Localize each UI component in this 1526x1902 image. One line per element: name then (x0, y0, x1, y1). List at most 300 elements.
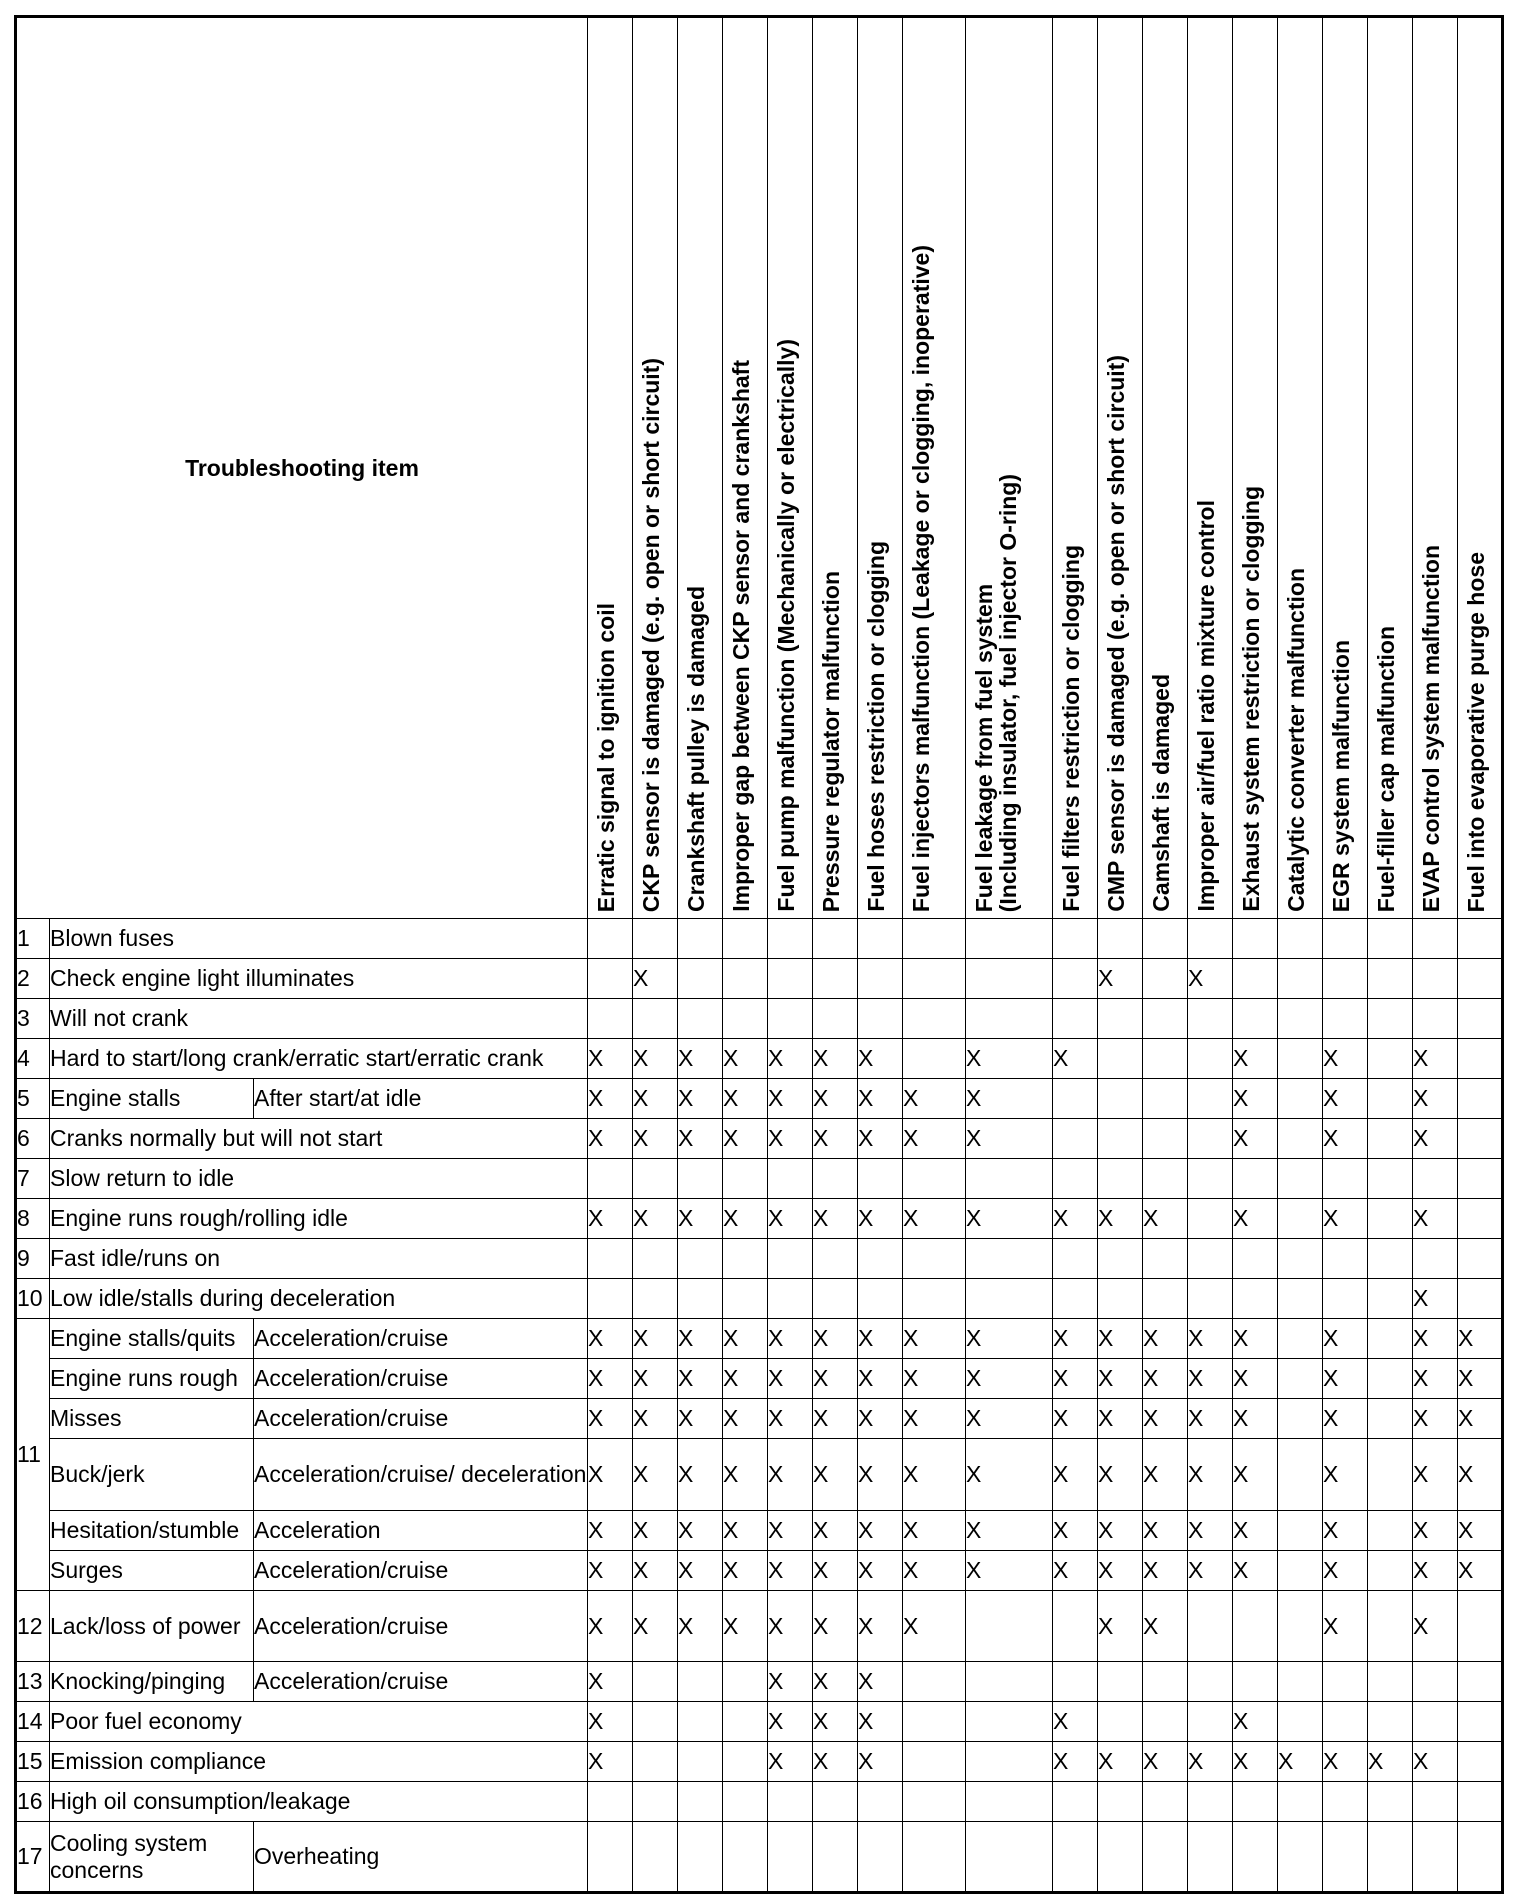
cause-cell (1368, 919, 1413, 959)
cause-cell (1458, 1782, 1503, 1822)
cause-mark: X (768, 1359, 813, 1399)
row-number: 16 (16, 1782, 50, 1822)
cause-mark: X (903, 1359, 966, 1399)
cause-mark: X (1098, 1399, 1143, 1439)
cause-mark: X (768, 1551, 813, 1591)
cause-cell (1143, 1822, 1188, 1893)
cause-mark: X (588, 1319, 633, 1359)
cause-cell (858, 1159, 903, 1199)
table-row (16, 1822, 1503, 1893)
cause-mark: X (678, 1079, 723, 1119)
cause-cell (1188, 1159, 1233, 1199)
cause-cell (1323, 1239, 1368, 1279)
cause-cell (1413, 959, 1458, 999)
cause-mark: X (858, 1359, 903, 1399)
column-header (678, 17, 723, 919)
cause-mark: X (813, 1119, 858, 1159)
condition: Acceleration/cruise (254, 1319, 588, 1359)
cause-cell (1458, 919, 1503, 959)
cause-mark: X (1098, 1359, 1143, 1399)
cause-mark: X (1143, 1319, 1188, 1359)
cause-cell (633, 999, 678, 1039)
cause-cell (1458, 1591, 1503, 1662)
cause-mark: X (1098, 1199, 1143, 1239)
troubleshooting-item: Engine stalls (50, 1079, 254, 1119)
cause-cell (678, 1702, 723, 1742)
cause-mark: X (1233, 1399, 1278, 1439)
cause-cell (768, 1279, 813, 1319)
column-header (1188, 17, 1233, 919)
cause-cell (588, 1159, 633, 1199)
cause-cell (1098, 1782, 1143, 1822)
cause-mark: X (1233, 1742, 1278, 1782)
cause-cell (768, 1159, 813, 1199)
cause-mark: X (768, 1702, 813, 1742)
cause-mark: X (633, 959, 678, 999)
cause-cell (1098, 999, 1143, 1039)
cause-mark: X (813, 1039, 858, 1079)
cause-mark: X (1413, 1439, 1458, 1511)
cause-cell (588, 1822, 633, 1893)
cause-mark: X (903, 1511, 966, 1551)
cause-cell (813, 999, 858, 1039)
cause-mark: X (588, 1199, 633, 1239)
troubleshooting-item: Will not crank (50, 999, 588, 1039)
cause-mark: X (633, 1039, 678, 1079)
row-number: 15 (16, 1742, 50, 1782)
troubleshooting-item: Misses (50, 1399, 254, 1439)
cause-mark: X (858, 1119, 903, 1159)
cause-cell (813, 1822, 858, 1893)
condition: Acceleration/cruise (254, 1551, 588, 1591)
column-header-text (639, 350, 663, 912)
column-header-text (1284, 560, 1308, 912)
cause-cell (723, 1742, 768, 1782)
cause-cell (1053, 959, 1098, 999)
cause-mark: X (678, 1359, 723, 1399)
cause-cell (633, 1782, 678, 1822)
cause-cell (1053, 1159, 1098, 1199)
cause-cell (1458, 1199, 1503, 1239)
cause-cell (1458, 1039, 1503, 1079)
cause-cell (966, 1702, 1053, 1742)
cause-mark: X (1188, 1359, 1233, 1399)
cause-cell (588, 999, 633, 1039)
cause-mark: X (903, 1439, 966, 1511)
table-row (16, 1591, 1503, 1662)
cause-mark: X (1458, 1439, 1503, 1511)
cause-cell (1368, 1319, 1413, 1359)
cause-cell (1323, 959, 1368, 999)
cause-cell (1233, 1279, 1278, 1319)
cause-cell (1458, 1279, 1503, 1319)
column-header-text (729, 352, 753, 912)
column-header-text (1104, 347, 1128, 912)
troubleshooting-item: Slow return to idle (50, 1159, 588, 1199)
column-header-line: Fuel leakage from fuel system (971, 583, 997, 912)
cause-cell (1323, 1702, 1368, 1742)
cause-mark: X (1323, 1399, 1368, 1439)
cause-mark: X (588, 1119, 633, 1159)
cause-mark: X (966, 1199, 1053, 1239)
table-row (16, 919, 1503, 959)
cause-cell (1458, 1702, 1503, 1742)
cause-mark: X (1233, 1702, 1278, 1742)
cause-cell (1053, 999, 1098, 1039)
cause-mark: X (1323, 1551, 1368, 1591)
cause-cell (723, 1702, 768, 1742)
row-number: 11 (16, 1319, 50, 1591)
cause-mark: X (858, 1662, 903, 1702)
cause-mark: X (768, 1511, 813, 1551)
cause-cell (1368, 1551, 1413, 1591)
cause-cell (966, 1239, 1053, 1279)
table-row (16, 1551, 1503, 1591)
cause-cell (678, 959, 723, 999)
cause-cell (633, 1279, 678, 1319)
cause-mark: X (1143, 1359, 1188, 1399)
table-row (16, 1782, 1503, 1822)
cause-cell (1053, 1079, 1098, 1119)
row-number: 14 (16, 1702, 50, 1742)
cause-mark: X (678, 1591, 723, 1662)
cause-cell (966, 999, 1053, 1039)
cause-cell (678, 999, 723, 1039)
cause-cell (903, 1742, 966, 1782)
cause-cell (633, 1742, 678, 1782)
cause-cell (858, 919, 903, 959)
table-row (16, 999, 1503, 1039)
cause-cell (1278, 1239, 1323, 1279)
cause-cell (1098, 1119, 1143, 1159)
cause-cell (1053, 919, 1098, 959)
cause-cell (1368, 1782, 1413, 1822)
cause-cell (678, 1782, 723, 1822)
cause-cell (1278, 1399, 1323, 1439)
cause-mark: X (723, 1119, 768, 1159)
row-number: 3 (16, 999, 50, 1039)
cause-mark: X (1458, 1511, 1503, 1551)
troubleshooting-item: Buck/jerk (50, 1439, 254, 1511)
table-row (16, 1439, 1503, 1511)
column-header-text (774, 331, 798, 912)
column-header (966, 17, 1053, 919)
cause-cell (813, 959, 858, 999)
cause-cell (723, 1239, 768, 1279)
cause-cell (903, 1702, 966, 1742)
cause-mark: X (966, 1039, 1053, 1079)
condition: Acceleration/cruise (254, 1359, 588, 1399)
cause-mark: X (1053, 1319, 1098, 1359)
cause-mark: X (633, 1079, 678, 1119)
column-header-text (1149, 666, 1173, 912)
cause-mark: X (1098, 1742, 1143, 1782)
cause-cell (858, 999, 903, 1039)
column-header-line: Catalytic converter malfunction (1283, 568, 1309, 912)
cause-cell (633, 919, 678, 959)
cause-cell (678, 1239, 723, 1279)
column-header (1368, 17, 1413, 919)
cause-cell (678, 1742, 723, 1782)
cause-cell (1278, 1359, 1323, 1399)
troubleshooting-item: Fast idle/runs on (50, 1239, 588, 1279)
cause-cell (1278, 1119, 1323, 1159)
cause-mark: X (723, 1511, 768, 1551)
cause-cell (1278, 1511, 1323, 1551)
column-header (1233, 17, 1278, 919)
cause-cell (858, 1279, 903, 1319)
troubleshooting-item: Engine stalls/quits (50, 1319, 254, 1359)
cause-cell (1143, 1079, 1188, 1119)
cause-cell (1368, 1359, 1413, 1399)
cause-mark: X (813, 1662, 858, 1702)
cause-mark: X (966, 1119, 1053, 1159)
cause-mark: X (1233, 1079, 1278, 1119)
cause-cell (1368, 1822, 1413, 1893)
cause-cell (1188, 1279, 1233, 1319)
cause-cell (1188, 1782, 1233, 1822)
cause-mark: X (1413, 1359, 1458, 1399)
column-header-line: EGR system malfunction (1328, 639, 1354, 912)
cause-mark: X (903, 1079, 966, 1119)
cause-cell (1458, 1822, 1503, 1893)
cause-mark: X (633, 1399, 678, 1439)
column-header-line: (Including insulator, fuel injector O-ring) (995, 473, 1021, 912)
cause-mark: X (1458, 1319, 1503, 1359)
cause-mark: X (858, 1591, 903, 1662)
cause-cell (966, 919, 1053, 959)
cause-cell (678, 1662, 723, 1702)
cause-mark: X (723, 1359, 768, 1399)
table-row (16, 1159, 1503, 1199)
troubleshooting-item: Engine runs rough (50, 1359, 254, 1399)
cause-mark: X (1053, 1359, 1098, 1399)
cause-cell (1368, 1399, 1413, 1439)
cause-cell (678, 1279, 723, 1319)
column-header-line: Improper gap between CKP sensor and crankshaft (728, 360, 754, 912)
column-header-line: Fuel injectors malfunction (Leakage or clogging, inoperative) (908, 244, 934, 912)
cause-cell (903, 1822, 966, 1893)
cause-mark: X (1233, 1359, 1278, 1399)
cause-cell (1278, 1279, 1323, 1319)
cause-cell (1278, 1551, 1323, 1591)
cause-cell (1053, 1119, 1098, 1159)
cause-mark: X (1413, 1511, 1458, 1551)
cause-cell (1323, 919, 1368, 959)
column-header-line: Fuel-filler cap malfunction (1373, 625, 1399, 912)
cause-cell (1233, 1822, 1278, 1893)
cause-cell (1053, 1782, 1098, 1822)
cause-cell (1098, 1079, 1143, 1119)
column-header (1143, 17, 1188, 919)
cause-mark: X (633, 1199, 678, 1239)
cause-cell (1458, 1742, 1503, 1782)
cause-mark: X (858, 1702, 903, 1742)
cause-cell (1188, 1822, 1233, 1893)
cause-cell (1143, 1039, 1188, 1079)
row-number: 10 (16, 1279, 50, 1319)
troubleshooting-item: Knocking/pinging (50, 1662, 254, 1702)
cause-mark: X (768, 1119, 813, 1159)
cause-mark: X (633, 1119, 678, 1159)
column-header-text (909, 237, 933, 912)
cause-cell (723, 919, 768, 959)
cause-cell (1368, 1239, 1413, 1279)
cause-cell (1458, 959, 1503, 999)
cause-mark: X (858, 1199, 903, 1239)
table-row (16, 1319, 1503, 1359)
cause-cell (1458, 1119, 1503, 1159)
cause-mark: X (1188, 1551, 1233, 1591)
cause-cell (723, 999, 768, 1039)
table-row (16, 1702, 1503, 1742)
cause-mark: X (633, 1359, 678, 1399)
cause-mark: X (858, 1439, 903, 1511)
cause-cell (1188, 1119, 1233, 1159)
cause-cell (813, 1279, 858, 1319)
table-row (16, 1399, 1503, 1439)
cause-mark: X (1188, 959, 1233, 999)
column-header-line: CMP sensor is damaged (e.g. open or short circuit) (1103, 355, 1129, 912)
cause-mark: X (588, 1039, 633, 1079)
cause-cell (633, 1662, 678, 1702)
cause-mark: X (588, 1079, 633, 1119)
cause-mark: X (678, 1039, 723, 1079)
cause-cell (1413, 919, 1458, 959)
cause-cell (588, 1239, 633, 1279)
cause-mark: X (678, 1551, 723, 1591)
cause-mark: X (1053, 1742, 1098, 1782)
cause-cell (1323, 1159, 1368, 1199)
cause-mark: X (1413, 1039, 1458, 1079)
cause-cell (1368, 1279, 1413, 1319)
cause-cell (1368, 1511, 1413, 1551)
cause-mark: X (768, 1439, 813, 1511)
cause-mark: X (1053, 1702, 1098, 1742)
condition: Acceleration/cruise (254, 1399, 588, 1439)
cause-mark: X (813, 1199, 858, 1239)
column-header-line: EVAP control system malfunction (1418, 544, 1444, 912)
cause-mark: X (588, 1662, 633, 1702)
cause-mark: X (1143, 1591, 1188, 1662)
cause-mark: X (633, 1591, 678, 1662)
cause-cell (1143, 1702, 1188, 1742)
cause-mark: X (903, 1551, 966, 1591)
cause-mark: X (1143, 1439, 1188, 1511)
cause-cell (1188, 1702, 1233, 1742)
cause-cell (813, 1239, 858, 1279)
column-header (723, 17, 768, 919)
cause-cell (1278, 1702, 1323, 1742)
cause-mark: X (1233, 1319, 1278, 1359)
cause-cell (1368, 1662, 1413, 1702)
row-number: 5 (16, 1079, 50, 1119)
cause-cell (858, 959, 903, 999)
cause-cell (1053, 1662, 1098, 1702)
cause-mark: X (588, 1702, 633, 1742)
cause-cell (678, 1822, 723, 1893)
column-header-line: Exhaust system restriction or clogging (1238, 486, 1264, 912)
table-row (16, 1039, 1503, 1079)
condition: Acceleration/cruise/ deceleration (254, 1439, 588, 1511)
cause-cell (1098, 1239, 1143, 1279)
cause-cell (966, 1742, 1053, 1782)
row-number: 7 (16, 1159, 50, 1199)
cause-mark: X (1413, 1551, 1458, 1591)
cause-cell (588, 1279, 633, 1319)
cause-cell (1413, 1782, 1458, 1822)
cause-cell (1143, 1119, 1188, 1159)
cause-mark: X (966, 1399, 1053, 1439)
row-number: 9 (16, 1239, 50, 1279)
cause-cell (678, 1159, 723, 1199)
column-header (1458, 17, 1503, 919)
column-header-text (1419, 537, 1443, 912)
cause-cell (1188, 1199, 1233, 1239)
cause-mark: X (1053, 1199, 1098, 1239)
troubleshooting-item: Lack/loss of power (50, 1591, 254, 1662)
cause-mark: X (813, 1079, 858, 1119)
cause-cell (1098, 1279, 1143, 1319)
cause-mark: X (1233, 1039, 1278, 1079)
cause-cell (1413, 1239, 1458, 1279)
cause-cell (903, 1782, 966, 1822)
table-row (16, 1742, 1503, 1782)
cause-cell (1368, 1591, 1413, 1662)
cause-cell (1323, 1822, 1368, 1893)
cause-cell (1458, 1662, 1503, 1702)
cause-cell (903, 1039, 966, 1079)
column-header-text (1059, 537, 1083, 912)
cause-mark: X (1188, 1319, 1233, 1359)
cause-cell (813, 1782, 858, 1822)
cause-mark: X (588, 1742, 633, 1782)
cause-mark: X (1053, 1039, 1098, 1079)
cause-cell (1098, 919, 1143, 959)
cause-cell (1188, 1662, 1233, 1702)
cause-cell (723, 959, 768, 999)
cause-cell (1233, 1662, 1278, 1702)
cause-cell (1233, 999, 1278, 1039)
cause-mark: X (903, 1399, 966, 1439)
cause-mark: X (1053, 1439, 1098, 1511)
cause-cell (588, 959, 633, 999)
cause-mark: X (723, 1399, 768, 1439)
cause-cell (813, 919, 858, 959)
cause-mark: X (678, 1439, 723, 1511)
cause-mark: X (966, 1511, 1053, 1551)
cause-mark: X (1053, 1551, 1098, 1591)
cause-mark: X (1323, 1079, 1368, 1119)
cause-cell (1368, 1119, 1413, 1159)
cause-mark: X (633, 1551, 678, 1591)
cause-cell (1188, 1079, 1233, 1119)
cause-mark: X (813, 1551, 858, 1591)
cause-cell (858, 1239, 903, 1279)
cause-cell (966, 1159, 1053, 1199)
cause-mark: X (1098, 959, 1143, 999)
cause-mark: X (588, 1511, 633, 1551)
cause-cell (966, 1782, 1053, 1822)
cause-cell (1098, 1822, 1143, 1893)
cause-cell (633, 1239, 678, 1279)
troubleshooting-item: Surges (50, 1551, 254, 1591)
column-header (588, 17, 633, 919)
cause-cell (966, 1662, 1053, 1702)
cause-cell (1323, 1662, 1368, 1702)
cause-mark: X (813, 1742, 858, 1782)
cause-cell (1278, 1199, 1323, 1239)
